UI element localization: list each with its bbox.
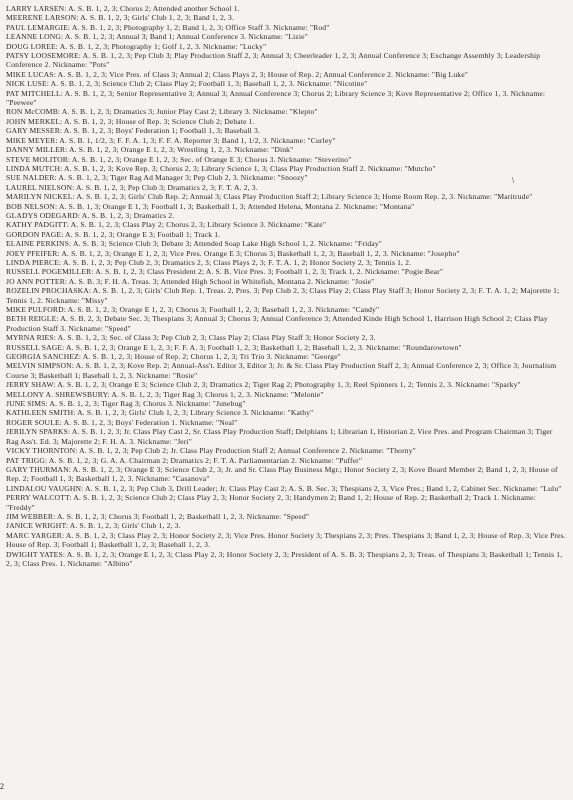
list-item: MIKE PULFORD: A. S. B. 1, 2, 3; Orange E 1, 2, 3; Chorus 3; Football 1, 2, 3; Baseball 1, 2, 3. Nickname: "Candy"	[6, 305, 380, 314]
page-number: 2	[0, 782, 4, 791]
list-item: VICKY THORNTON: A. S. B. 1, 2, 3; Pep Club 2; Jr. Class Play Production Staff 2; Annual Conference 2. Nickname: "Thorny"	[6, 446, 416, 456]
list-item: BETH REIGLE: A. S. B. 2, 3; Debate Sec. 3; Thespians 3; Annual 3; Chorus 3; Annual Conference 3; Attended Kinde High School 1, Harrison High School 2; Class Play Production Staff 3. Nickname: "Speed"	[6, 314, 548, 333]
list-item: NICK LUSE: A. S. B. 1, 2, 3; Science Club 2; Class Play 2; Football 1, 3; Baseball 1, 2, 3. Nickname: "Nicotine"	[6, 79, 368, 89]
list-item: KATHY PADGITT: A. S. B. 1, 2, 3; Class Play 2; Chorus 2, 3; Library Science 3. Nickname: "Kate"	[6, 220, 327, 230]
list-item: RUSSELL POGEMILLER: A. S. B. 1, 2, 3; Class President 2; A. S. B. Vice Pres. 3; Football 1, 2, 3; Track 1, 2. Nickname: "Pogie Bear"	[6, 267, 444, 277]
list-item: LAUREL NIELSON: A. S. B. 1, 2, 3; Pep Club 3; Dramatics 2, 3; F. T. A. 2, 3.	[6, 182, 258, 192]
list-item: ELAINE PERKINS: A. S. B. 3; Science Club 3; Debate 3; Attended Soap Lake High School 1, 2. Nickname: "Friday"	[6, 239, 383, 249]
list-item: MELVIN SIMPSON: A. S. B. 1, 2, 3; Kove Rep. 2; Annual-Ass't. Editor 3, Editor 3; Jr. & Sr. Class Play Production Staff 2, 3; Annual Conference 2, 3; Office 3; Journalism Course 3; Basketball 1; Baseball 1, 2, 3. Nickname: "Rosie"	[6, 361, 557, 380]
list-item: GORDON PAGE: A. S. B. 1, 2, 3; Orange E 3; Football 1; Track 1.	[6, 229, 221, 239]
list-item: JUNE SIMS: A. S. B. 1, 2, 3; Tiger Rag 3; Chorus 3. Nickname: "Junebug"	[6, 399, 246, 409]
list-item: DANNY MILLER: A. S. B. 1, 2, 3; Orange E 1, 2, 3; Wrestling 1, 2, 3. Nickname: "Dink"	[6, 145, 294, 155]
list-item: MIKE LUCAS: A. S. B. 1, 2, 3; Vice Pres. of Class 3; Annual 2; Class Plays 2, 3; House of Rep. 2; Annual Conference 2. Nickname: "Big Luke"	[6, 69, 469, 79]
print-speck: \	[512, 176, 515, 185]
list-item: RUSSELL SAGE: A. S. B. 1, 2, 3; Orange E 1, 2, 3; F. F. A. 3; Football 1, 2, 3; Basketball 1, 2; Baseball 1, 2, 3. Nickname: "Roundarowtown"	[6, 342, 462, 352]
list-item: SUE NALDER: A. S. B. 1, 2, 3; Tiger Rag Ad Manager 3; Pep Club 2, 3. Nickname: "Snoozy"	[6, 173, 308, 183]
list-item: JERILYN SPARKS: A. S. B. 1, 2, 3; Jr. Class Play Cast 2, Sr. Class Play Production Staff; Delphians 1; Librarian 1, Historian 2, Vice Pres. and Program Chairman 3; Tiger Rag Ass't. Ed. 3; Majorette 2; F. H. A. 3. Nickname: "Jeri"	[6, 427, 553, 446]
list-item: JANICE WRIGHT: A. S. B. 1, 2, 3; Girls' Club 1, 2, 3.	[6, 521, 181, 531]
list-item: MYRNA RIES: A. S. B. 1, 2, 3; Sec. of Class 3; Pep Club 2, 3; Class Play 2; Class Play Staff 3; Honor Society 2, 3.	[6, 333, 376, 343]
list-item: MEERENE LARSON: A. S. B. 1, 2, 3; Girls' Club 1, 2, 3; Band 1, 2, 3.	[6, 13, 235, 23]
list-item: MARC YARGER: A. S. B. 1, 2, 3; Class Play 2, 3; Honor Society 2, 3; Vice Pres. Honor Society 3; Thespians 2, 3; Pres. Thespians 3; Band 1, 2, 3; House of Rep. 3; Vice Pres. House of Rep. 3; Football 1; Basketball 1, 2, 3; Baseball 1, 2, 3.	[6, 530, 566, 550]
list-item: PATSY LOOSEMORE: A. S. B. 1, 2, 3; Pep Club 3; Play Production Staff 2, 3; Annual 3; Cheerleader 1, 2, 3; Annual Conference 3; Exchange Assembly 3; Leadership Conference 2. Nickname: "Pots"	[6, 51, 541, 70]
list-item: ROGER SOULE: A. S. B. 1, 2, 3; Boys' Federation 1. Nickname: "Neal"	[6, 417, 238, 427]
list-item: BOB NELSON: A. S. B. 1, 3; Orange E 1, 3; Football 1, 3; Basketball 1, 3; Attended Helena, Montana 2. Nickname: "Montana"	[6, 201, 415, 211]
list-item: DWIGHT YATES: A. S. B. 1, 2, 3; Orange E 1, 2, 3; Class Play 2, 3; Honor Society 2, 3; President of A. S. B. 3; Thespians 2, 3; Treas. of Thespians 3; Basketball 1; Tennis 1, 2, 3; Class Pres. 1. Nickname: "Albino"	[6, 549, 563, 568]
list-item: PAT TRIGG: A. S. B. 1, 2, 3; G. A. A. Chairman 2; Dramatics 2; F. T. A. Parliamentarian 2. Nickname: "Puffer"	[6, 455, 363, 465]
list-item: LARRY LARSEN: A. S. B. 1, 2, 3; Chorus 2; Attended another School 1.	[6, 4, 240, 13]
list-item: DOUG LOREE: A. S. B. 1, 2, 3; Photography 1; Golf 1, 2, 3. Nickname: "Lucky"	[6, 41, 267, 51]
list-item: RON McCOMB: A. S. B. 1, 2, 3; Dramatics 3; Junior Play Cast 2; Library 3. Nickname: "Klepto"	[6, 107, 318, 117]
senior-activities-list	[6, 4, 566, 568]
list-item: PAT MITCHELL: A. S. B. 1, 2, 3; Senior Representative 3; Annual 3; Annual Conference 3; Chorus 2; Library Science 3; Kove Representative 2; Office 1, 3. Nickname: "Peewee"	[6, 88, 546, 108]
list-item: MARILYN NICKEL: A. S. B. 1, 2, 3; Girls' Club Rep. 2; Annual 3; Class Play Production Staff 2; Library Science 3; Home Room Rep. 2, 3. Nickname: "Maritrude"	[6, 192, 533, 202]
list-item: PERRY WALCOTT: A. S. B. 1, 2, 3; Science Club 2; Class Play 2, 3; Honor Society 2, 3; Handymen 2; Band 1, 2; House of Rep. 2; Basketball 2; Track 1. Nickname: "Freddy"	[6, 493, 536, 512]
list-item: LEANNE LONG: A. S. B. 1, 2, 3; Annual 3; Band 1; Annual Conference 3. Nickname: "Lizie"	[6, 32, 308, 42]
list-item: LINDA MUTCH: A. S. B. 1, 2, 3; Kove Rep. 3; Chorus 2, 3; Library Science 1, 3; Class Play Production Staff 2. Nickname: "Mutcho"	[6, 163, 436, 173]
list-item: STEVE MOLITOR: A. S. B. 1, 2, 3; Orange E 1, 2, 3; Sec. of Orange E 3; Chorus 3. Nickname: "Steverino"	[6, 154, 352, 164]
list-item: GARY THURMAN: A. S. B. 1, 2, 3; Orange E 3; Science Club 2, 3; Jr. and Sr. Class Play Business Mgr.; Honor Society 2, 3; Kove Board Member 2; Band 1, 2, 3; House of Rep. 2; Football 1, 3; Basketball 1, 2, 3. Nickname: "Casanova"	[6, 464, 558, 484]
list-item: MIKE MEYER: A. S. B. 1, 1/2, 3; F. F. A. 1, 3; F. F. A. Reporter 3; Band 1, 1/2, 3. Nickname: "Curley"	[6, 135, 336, 145]
list-item: GEORGIA SANCHEZ: A. S. B. 1, 2, 3; House of Rep. 2; Chorus 1, 2, 3; Tri Trio 3. Nickname: "George"	[6, 352, 341, 362]
list-item: JO ANN POTTER: A. S. B. 3; F. H. A. Treas. 3; Attended High School in Whitefish, Montana 2. Nickname: "Josie"	[6, 276, 375, 286]
list-item: LINDALOU VAUGHN: A. S. B. 1, 2, 3; Pep Club 3, Drill Leader; Jr. Class Play Cast 2; A. S. B. Sec. 3; Thespians 2, 3, Vice Pres.; Band 1, 2, Cabinet Sec. Nickname: "Lulu"	[6, 483, 562, 493]
list-item: PAUL LEMARGIE: A. S. B. 1, 2, 3; Photography 1, 2; Band 1, 2, 3; Office Staff 3. Nickname: "Rod"	[6, 22, 330, 32]
list-item: LINDA PIERCE: A. S. B. 1, 2, 3; Pep Club 2, 3; Dramatics 2, 3; Class Plays 2, 3; F. T. A. 1, 2; Honor Society 2, 3; Tennis 1, 2.	[6, 257, 412, 267]
list-item: JIM WEBBER: A. S. B. 1, 2, 3; Chorus 3; Football 1, 2; Basketball 1, 2, 3. Nickname: "Speed"	[6, 511, 310, 521]
list-item: JERRY SHAW: A. S. B. 1, 2, 3; Orange E 3; Science Club 2, 3; Dramatics 2; Tiger Rag 2; Photography 1, 3; Reel Spinners 1, 2; Tennis 2, 3. Nickname: "Sparky"	[6, 380, 521, 390]
list-item: ROZELIN PROCHASKA: A. S. B. 1, 2, 3; Girls' Club Rep. 1, Treas. 2, Pres. 3; Pep Club 2, 3; Class Play 2; Class Play Staff 3; Honor Society 2, 3; F. T. A. 1, 2; Majorette 1; Tennis 1, 2. Nickname: "Missy"	[6, 286, 560, 305]
list-item: JOEY PFEIFER: A. S. B. 1, 2, 3; Orange E 1, 2, 3; Vice Pres. Orange E 3; Chorus 3; Basketball 1, 2, 3; Baseball 1, 2, 3. Nickname: "Josepho"	[6, 248, 460, 258]
list-item: GLADYS ODEGARD: A. S. B. 1, 2, 3; Dramatics 2.	[6, 210, 175, 220]
list-item: JOHN MERKEL: A. S. B. 1, 2, 3; House of Rep. 3; Science Club 2; Debate 1.	[6, 116, 255, 126]
list-item: GARY MESSER: A. S. B. 1, 2, 3; Boys' Federation 1; Football 1, 3; Baseball 3.	[6, 126, 260, 136]
list-item: MELLONY A. SHREWSBURY: A. S. B. 1, 2, 3; Tiger Rag 3; Chorus 1, 2, 3. Nickname: "Melonie"	[6, 389, 324, 399]
list-item: KATHLEEN SMITH: A. S. B. 1, 2, 3; Girls' Club 1, 2, 3; Library Science 3. Nickname: "Kathy"	[6, 408, 314, 418]
